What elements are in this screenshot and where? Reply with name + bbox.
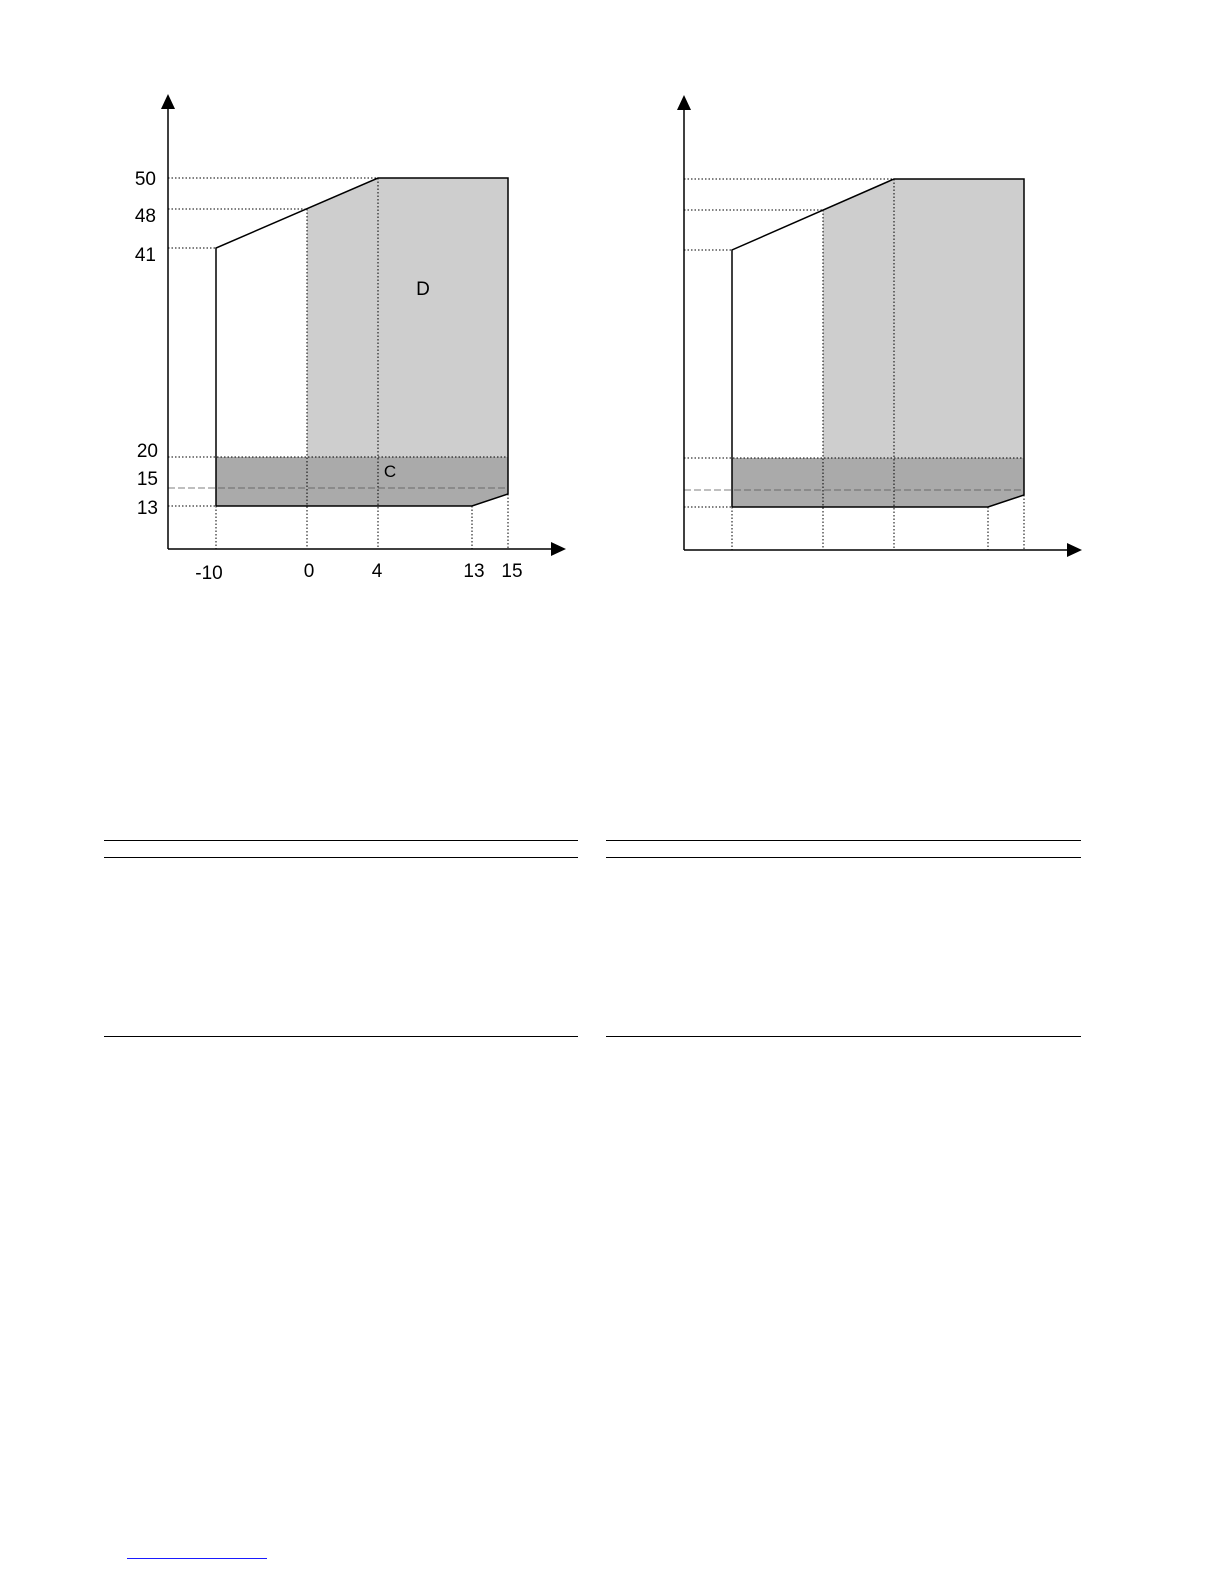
diagram-left [135,94,566,584]
y-tick-label: 41 [134,245,156,266]
y-tick-label: 13 [136,498,158,519]
region-c [732,458,1024,507]
region-c-label: C [383,462,397,481]
y-axis-arrow [677,95,691,110]
left-table-top-rule [104,840,578,841]
right-table-bottom-rule [606,1036,1081,1037]
region-d [823,179,1024,458]
x-tick-label: 15 [501,561,523,582]
right-table-top-rule [606,840,1081,841]
region-d [307,178,508,457]
x-axis-arrow [551,542,566,556]
left-table-header-rule [104,857,578,858]
right-table-header-rule [606,857,1081,858]
x-tick-label: 13 [463,561,485,582]
x-tick-label: 4 [371,561,383,582]
left-table-bottom-rule [104,1036,578,1037]
y-tick-label: 50 [134,169,156,190]
y-axis-arrow [161,94,175,109]
region-d-label: D [416,279,430,300]
region-c [216,457,508,506]
x-axis-arrow [1067,543,1082,557]
y-tick-label: 20 [136,441,158,462]
diagram-right [677,95,1082,557]
y-tick-label: 15 [136,469,158,490]
x-tick-label: -10 [195,563,223,584]
x-tick-label: 0 [303,561,315,582]
footer-link-underline [127,1558,267,1559]
y-tick-label: 48 [134,206,156,227]
